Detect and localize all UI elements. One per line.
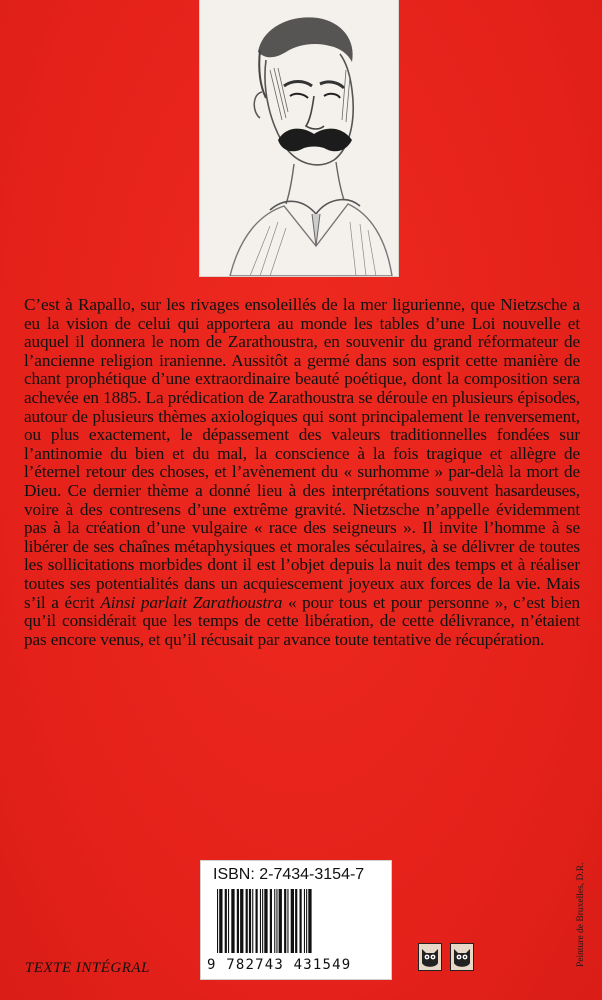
- blurb-text: C’est à Rapallo, sur les rivages ensoleillés de la mer ligurienne, que Nietzsche a eu la vision de celui qui apportera au monde les tables d’une Loi nouvelle et auquel il donnera le nom de Zarathoustra, en souvenir du grand réformateur de l’ancienne religion iranienne. Aussitôt a germé dans son esprit cette manière de chant prophétique d’une extraordinaire beauté poétique, dont la composition sera achevée en 1885. La prédication de Zarathoustra se déroule en plusieurs épisodes, autour de plusieurs thèmes axiologiques qui sont principalement le renversement, ou plus exactement, le dépassement des valeurs traditionnelles fondées sur l’antinomie du bien et du mal, la conscience à la fois tragique et allègre de l’éternel retour des choses, et l’avènement du « surhomme » par-delà la mort de Dieu. Ce dernier thème a donné lieu à des interprétations souvent hasardeuses, voire à des contresens d’une extrême gravité. Nietzsche n’appelle évidemment pas à la création d’une vulgaire « race des seigneurs ». Il invite l’homme à se libérer de ses chaînes métaphysiques et morales séculaires, à se délivrer de toutes les sollicitations morbides dont il est l’objet depuis la nuit des temps et à réaliser toutes ses potentialités dans un acquiescement joyeux aux forces de la vie. Mais s’il a écrit: [24, 295, 580, 612]
- barcode-bar: [304, 889, 305, 953]
- barcode-bar: [306, 889, 307, 953]
- texte-integral-label: TEXTE INTÉGRAL: [25, 960, 150, 976]
- portrait-engraving-icon: [200, 0, 398, 276]
- barcode-bar: [256, 889, 258, 953]
- barcode-bar: [240, 889, 243, 953]
- barcode-bar: [276, 889, 277, 953]
- barcode-bar: [295, 889, 297, 953]
- barcode-bar: [237, 889, 239, 953]
- barcode-bar: [249, 889, 251, 953]
- barcode-bar: [217, 889, 218, 953]
- barcode-bar: [279, 889, 282, 953]
- publisher-owl-logo-icon: [418, 943, 442, 971]
- barcode-bar: [274, 889, 275, 953]
- barcode-bar: [270, 889, 272, 953]
- author-portrait: [200, 0, 398, 276]
- barcode-bar: [228, 889, 229, 953]
- publisher-owl-logo-icon: [450, 943, 474, 971]
- isbn-barcode-panel: [200, 860, 392, 980]
- barcode-bar: [284, 889, 286, 953]
- barcode-bar: [264, 889, 267, 953]
- barcode-bar: [260, 889, 261, 953]
- barcode-bar: [308, 889, 311, 953]
- barcode-bar: [225, 889, 227, 953]
- barcode-icon: [207, 889, 385, 955]
- barcode-bar: [300, 889, 302, 953]
- barcode-bar: [219, 889, 222, 953]
- blurb-text-end: « pour tous et pour personne », c’est bien qu’il considérait que les temps de cette libération, de cette délivrance, n’étaient pas encore venus, et qu’il récusait par avance toute tentative de récupération.: [24, 592, 580, 649]
- isbn-label: ISBN: 2-7434-3154-7: [213, 866, 365, 883]
- barcode-number: 9 782743 431549: [207, 957, 352, 973]
- barcode-bar: [291, 889, 294, 953]
- barcode-bar: [246, 889, 248, 953]
- picture-credit: Peinture de Bruxelles, D.R.: [576, 862, 586, 967]
- barcode-bar: [262, 889, 263, 953]
- back-cover-blurb: [24, 296, 580, 649]
- book-title-italic: Ainsi parlait Zarathoustra: [100, 592, 283, 612]
- barcode-bar: [287, 889, 288, 953]
- barcode-bar: [252, 889, 253, 953]
- barcode-bar: [231, 889, 234, 953]
